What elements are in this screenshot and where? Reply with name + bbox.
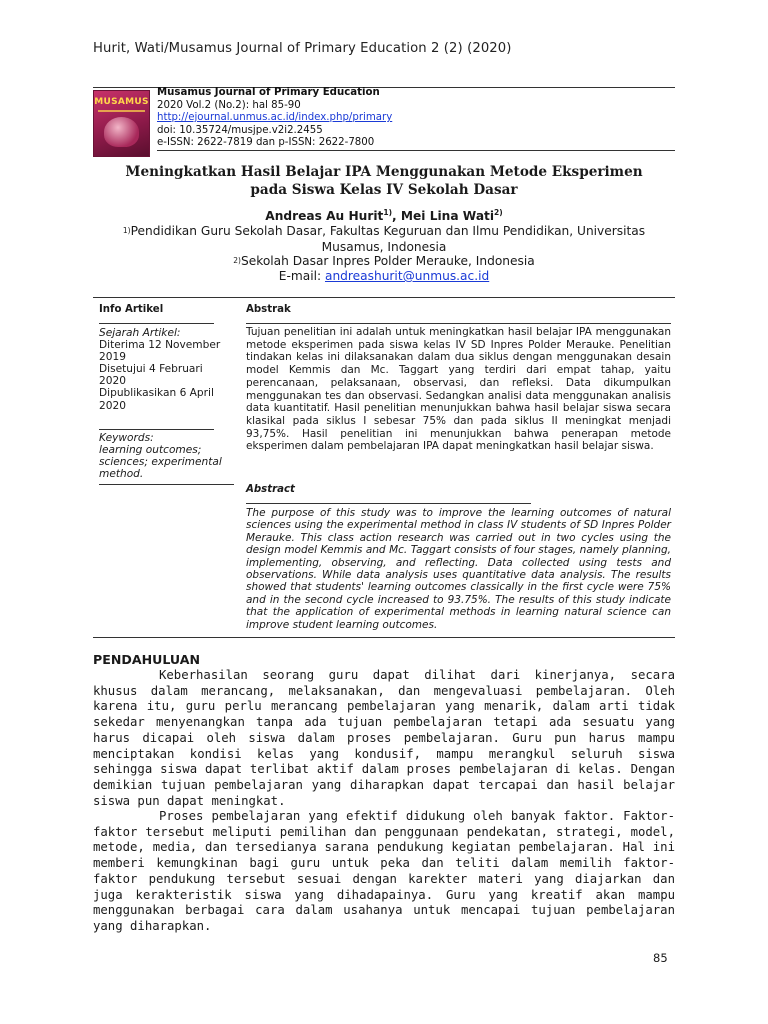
page-number: 85 (653, 951, 668, 965)
date-accepted: Disetujui 4 Februari 2020 (99, 363, 203, 388)
body-paragraph-2: Proses pembelajaran yang efektif didukung oleh banyak faktor. Faktor-faktor tersebut meliputi pemilihan dan penggunaan pendekatan, strategi, model, metode, media, dan tersedianya sarana pendukung kegiatan pembelajaran. Hal ini memberi kemungkinan bagi guru untuk peka dan teliti dalam memilih faktor-faktor pendukung tersebut sesuai dengan karekter materi yang diajarkan dan juga kerakteristik siswa yang dihadapainya. Guru yang kreatif akan mampu menggunakan berbagai cara dalam usahanya untuk mencapai tujuan pembelajaran yang diharapkan. (93, 809, 675, 933)
journal-issn: e-ISSN: 2622-7819 dan p-ISSN: 2622-7800 (157, 137, 375, 149)
author-list: Andreas Au Hurit$^{1)}$, Mei Lina Wati$^{2)}$ (265, 208, 503, 223)
affiliation-1: $^{1)}$Pendidikan Guru Sekolah Dasar, Fakultas Keguruan dan Ilmu Pendidikan, Universitas Musamus, Indonesia (122, 224, 646, 254)
journal-info-rule (157, 150, 675, 151)
journal-cover-image (93, 90, 150, 157)
info-bottom-rule (93, 637, 675, 638)
keywords: Keywords: learning outcomes; sciences; experimental method. (99, 432, 222, 481)
cover-logo-text: MUSAMUS (94, 97, 149, 107)
body-paragraph-1: Keberhasilan seorang guru dapat dilihat dari kinerjanya, secara khusus dalam merancang, melaksanakan, dan mengevaluasi pembelajaran. Oleh karena itu, guru perlu merancang pembelajaran yang menarik, dalam arti tidak sekedar menyenangkan tanpa ada tujuan pembelajaran tetapi ada sesuatu yang harus dicapai oleh siswa dalam proses pembelajaran. Guru pun harus mampu menciptakan kondisi kelas yang kondusif, mampu merangkul seluruh siswa sehingga siswa dapat terlibat aktif dalam proses pembelajaran di kelas. Dengan demikian tujuan pembelajaran yang diharapkan dapat tercapai dan hasil belajar siswa pun dapat meningkat. (93, 668, 675, 808)
abstrak-heading: Abstrak (246, 304, 291, 315)
author-name: Mei Lina Wati (400, 209, 495, 223)
section-heading: PENDAHULUAN (93, 652, 201, 667)
info-top-rule (93, 297, 675, 298)
author-email: E-mail: andreashurit@unmus.ac.id (278, 269, 490, 283)
date-published: Dipublikasikan 6 April 2020 (99, 387, 214, 412)
author-name: Andreas Au Hurit (265, 209, 384, 223)
journal-doi: doi: 10.35724/musjpe.v2i2.2455 (157, 124, 323, 136)
abstrak-text: Tujuan penelitian ini adalah untuk meningkatkan hasil belajar IPA menggunakan metode eksperimen pada siswa kelas IV SD Inpres Polder Merauke. Penelitian tindakan kelas ini dilaksanakan dalam dua siklus dengan menggunakan desain model Kemmis dan Mc. Taggart yang terdiri dari empat tahap, yaitu perencanaan, pelaksanaan, observasi, dan refleksi. Data dikumpulkan menggunakan tes dan observasi. Sedangkan analisi data menggunakan analisis data kuantitatif. Hasil penelitian menunjukkan bahwa hasil belajar siswa secara klasikal pada siklus I sebesar 75% dan pada siklus II meningkat menjadi 93,75%. Hasil penelitian ini menunjukkan bahwa penerapan metode eksperimen dalam pembelajaran IPA dapat meningkatkan hasil belajar siswa. (246, 326, 671, 453)
email-link[interactable]: andreashurit@unmus.ac.id (324, 269, 490, 283)
abstract-heading: Abstract (246, 484, 295, 495)
info-heading: Info Artikel (99, 304, 164, 315)
journal-info (157, 87, 392, 150)
article-history: Sejarah Artikel: Diterima 12 November 2019 Disetujui 4 Februari 2020 Dipublikasikan 6 April 2020 (99, 327, 232, 412)
running-header: Hurit, Wati/Musamus Journal of Primary Education 2 (2) (2020) (93, 41, 512, 56)
paper-title: Meningkatkan Hasil Belajar IPA Menggunakan Metode Eksperimen pada Siswa Kelas IV Sekolah Dasar (125, 164, 643, 198)
date-received: Diterima 12 November 2019 (99, 339, 221, 364)
affiliation-2: $^{2)}$Sekolah Dasar Inpres Polder Merauke, Indonesia (233, 254, 535, 268)
abstract-text: The purpose of this study was to improve the learning outcomes of natural sciences using the experimental method in class IV students of SD Inpres Polder Merauke. This class action research was carried out in two cycles using the design model Kemmis and Mc. Taggart consists of four stages, namely planning, implementing, observing, and reflecting. Data collected using tests and observations. While data analysis uses quantitative data analysis. The results showed that students' learning outcomes classically in the first cycle were 75% and in the second cycle increased to 93.75%. The results of this study indicate that the application of experimental methods in learning natural science can improve student learning outcomes. (246, 507, 671, 631)
journal-name: Musamus Journal of Primary Education (157, 87, 380, 98)
journal-url-link[interactable]: http://ejournal.unmus.ac.id/index.php/primary (157, 112, 393, 124)
journal-volume: 2020 Vol.2 (No.2): hal 85-90 (157, 99, 301, 111)
